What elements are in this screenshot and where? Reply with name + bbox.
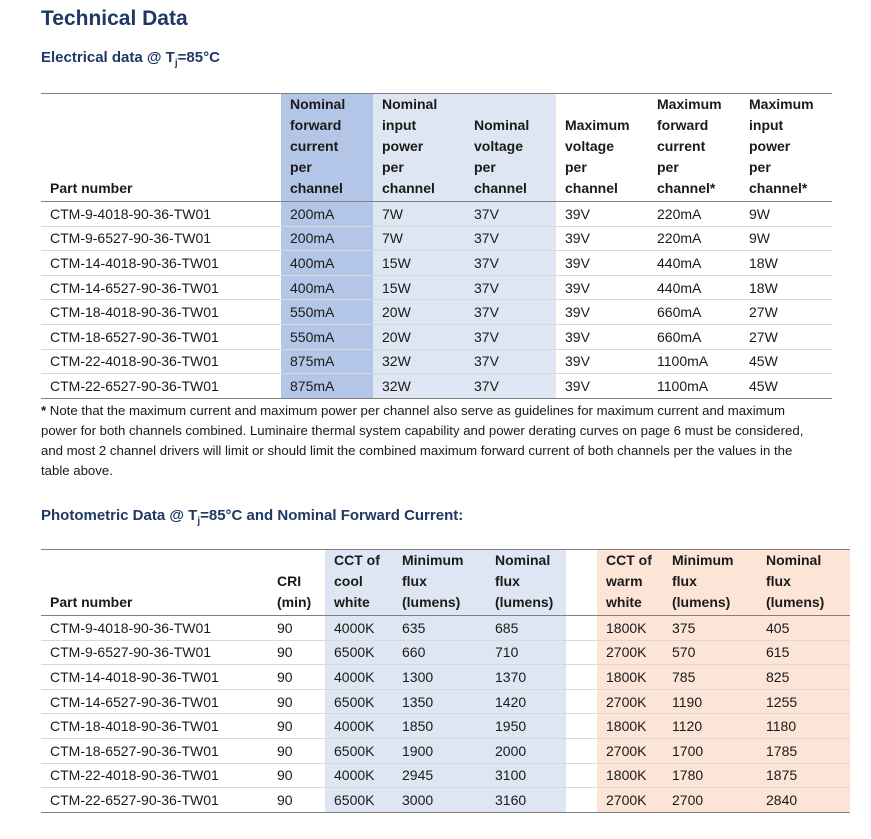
- cell-nominal-forward-current: 875mA: [281, 349, 373, 374]
- cell-nominal-voltage: 37V: [465, 226, 556, 251]
- header-maximum-input-power: Maximum input power per channel*: [740, 94, 832, 202]
- table-row: [41, 275, 832, 300]
- table-header-row: [41, 550, 850, 616]
- cell-nominal-forward-current: 400mA: [281, 275, 373, 300]
- page-title: Technical Data: [41, 7, 188, 30]
- cell-nom-flux-warm: 615: [757, 640, 850, 665]
- cell-nom-flux-cool: 710: [486, 640, 566, 665]
- cell-part-number: CTM-18-4018-90-36-TW01: [41, 300, 281, 325]
- table-row: [41, 300, 832, 325]
- cell-nom-flux-warm: 1180: [757, 714, 850, 739]
- cell-min-flux-warm: 2700: [663, 788, 757, 813]
- cell-nominal-forward-current: 875mA: [281, 374, 373, 399]
- cell-cct-warm: 2700K: [597, 738, 663, 763]
- cell-maximum-forward-current: 440mA: [648, 275, 740, 300]
- cell-maximum-input-power: 27W: [740, 300, 832, 325]
- cell-nominal-forward-current: 550mA: [281, 300, 373, 325]
- cell-min-flux-cool: 1900: [393, 738, 486, 763]
- cell-nominal-forward-current: 400mA: [281, 251, 373, 276]
- header-part-number: Part number: [41, 94, 281, 202]
- cell-maximum-voltage: 39V: [556, 300, 648, 325]
- cell-maximum-input-power: 18W: [740, 251, 832, 276]
- cell-part-number: CTM-9-6527-90-36-TW01: [41, 640, 268, 665]
- cell-nom-flux-cool: 1950: [486, 714, 566, 739]
- header-nom-flux-warm: Nominal flux (lumens): [757, 550, 850, 616]
- cell-cri: 90: [268, 616, 325, 641]
- table-row: [41, 226, 832, 251]
- header-nominal-voltage: Nominal voltage per channel: [465, 94, 556, 202]
- cell-part-number: CTM-9-4018-90-36-TW01: [41, 616, 268, 641]
- cell-cct-cool: 4000K: [325, 714, 393, 739]
- cell-cct-warm: 2700K: [597, 640, 663, 665]
- cell-nominal-voltage: 37V: [465, 349, 556, 374]
- table-row: [41, 640, 850, 665]
- cell-maximum-input-power: 9W: [740, 202, 832, 227]
- cell-part-number: CTM-22-4018-90-36-TW01: [41, 763, 268, 788]
- table-row: [41, 738, 850, 763]
- cell-part-number: CTM-9-6527-90-36-TW01: [41, 226, 281, 251]
- table-row: [41, 714, 850, 739]
- cell-min-flux-warm: 1190: [663, 689, 757, 714]
- cell-gap: [566, 788, 597, 813]
- photometric-heading: Photometric Data @ $T_j=85^\circ C$ and Nominal Forward Current:: [41, 507, 464, 527]
- cell-maximum-input-power: 9W: [740, 226, 832, 251]
- cell-gap: [566, 640, 597, 665]
- cell-maximum-forward-current: 1100mA: [648, 374, 740, 399]
- cell-min-flux-cool: 1850: [393, 714, 486, 739]
- header-min-flux-cool: Minimum flux (lumens): [393, 550, 486, 616]
- header-cct-warm: CCT of warm white: [597, 550, 663, 616]
- cell-cri: 90: [268, 689, 325, 714]
- cell-maximum-voltage: 39V: [556, 275, 648, 300]
- cell-cct-cool: 6500K: [325, 640, 393, 665]
- cell-min-flux-cool: 635: [393, 616, 486, 641]
- table-header-row: [41, 94, 832, 202]
- table-row: [41, 689, 850, 714]
- cell-maximum-forward-current: 440mA: [648, 251, 740, 276]
- cell-cct-warm: 1800K: [597, 763, 663, 788]
- cell-nom-flux-cool: 3160: [486, 788, 566, 813]
- cell-min-flux-warm: 375: [663, 616, 757, 641]
- cell-part-number: CTM-18-6527-90-36-TW01: [41, 324, 281, 349]
- cell-part-number: CTM-14-6527-90-36-TW01: [41, 275, 281, 300]
- header-cct-cool: CCT of cool white: [325, 550, 393, 616]
- table-row: [41, 763, 850, 788]
- cell-nominal-input-power: 15W: [373, 275, 465, 300]
- cell-cct-warm: 1800K: [597, 665, 663, 690]
- cell-cct-cool: 6500K: [325, 738, 393, 763]
- cell-maximum-voltage: 39V: [556, 349, 648, 374]
- cell-min-flux-warm: 1700: [663, 738, 757, 763]
- header-maximum-forward-current: Maximum forward current per channel*: [648, 94, 740, 202]
- cell-cri: 90: [268, 665, 325, 690]
- cell-maximum-forward-current: 220mA: [648, 202, 740, 227]
- table-row: [41, 251, 832, 276]
- cell-cri: 90: [268, 788, 325, 813]
- cell-min-flux-cool: 1350: [393, 689, 486, 714]
- cell-nominal-voltage: 37V: [465, 324, 556, 349]
- cell-maximum-forward-current: 220mA: [648, 226, 740, 251]
- cell-part-number: CTM-18-4018-90-36-TW01: [41, 714, 268, 739]
- cell-cri: 90: [268, 763, 325, 788]
- cell-min-flux-warm: 1120: [663, 714, 757, 739]
- cell-cct-warm: 2700K: [597, 689, 663, 714]
- cell-part-number: CTM-14-6527-90-36-TW01: [41, 689, 268, 714]
- cell-nom-flux-warm: 405: [757, 616, 850, 641]
- cell-maximum-input-power: 45W: [740, 349, 832, 374]
- footnote-text: Note that the maximum current and maximum power per channel also serve as guidelines for maximum current and maximum power for both channels combined. Luminaire thermal system capability and power derating curves on page 6 must be considered, and most 2 channel drivers will limit or should limit the combined maximum forward current of both channels per the values in the table above.: [41, 403, 804, 478]
- footnote: [41, 401, 811, 481]
- cell-maximum-voltage: 39V: [556, 226, 648, 251]
- cell-maximum-voltage: 39V: [556, 324, 648, 349]
- cell-nom-flux-warm: 825: [757, 665, 850, 690]
- cell-nominal-input-power: 15W: [373, 251, 465, 276]
- header-nom-flux-cool: Nominal flux (lumens): [486, 550, 566, 616]
- table-row: [41, 202, 832, 227]
- cell-maximum-input-power: 45W: [740, 374, 832, 399]
- cell-nominal-forward-current: 550mA: [281, 324, 373, 349]
- header-nominal-input-power: Nominal input power per channel: [373, 94, 465, 202]
- cell-maximum-forward-current: 1100mA: [648, 349, 740, 374]
- header-maximum-voltage: Maximum voltage per channel: [556, 94, 648, 202]
- cell-part-number: CTM-22-6527-90-36-TW01: [41, 788, 268, 813]
- cell-nom-flux-cool: 1420: [486, 689, 566, 714]
- cell-min-flux-warm: 570: [663, 640, 757, 665]
- cell-nom-flux-warm: 1255: [757, 689, 850, 714]
- cell-min-flux-cool: 3000: [393, 788, 486, 813]
- cell-gap: [566, 665, 597, 690]
- table-row: [41, 616, 850, 641]
- cell-gap: [566, 616, 597, 641]
- cell-maximum-input-power: 27W: [740, 324, 832, 349]
- cell-nom-flux-warm: 1875: [757, 763, 850, 788]
- cell-nominal-forward-current: 200mA: [281, 202, 373, 227]
- cell-cct-cool: 4000K: [325, 616, 393, 641]
- cell-nominal-voltage: 37V: [465, 202, 556, 227]
- cell-nominal-voltage: 37V: [465, 374, 556, 399]
- cell-nom-flux-cool: 1370: [486, 665, 566, 690]
- cell-nominal-voltage: 37V: [465, 251, 556, 276]
- cell-nom-flux-cool: 685: [486, 616, 566, 641]
- cell-part-number: CTM-18-6527-90-36-TW01: [41, 738, 268, 763]
- cell-nominal-input-power: 32W: [373, 349, 465, 374]
- table-row: [41, 349, 832, 374]
- cell-nominal-input-power: 7W: [373, 226, 465, 251]
- cell-nominal-input-power: 20W: [373, 300, 465, 325]
- cell-min-flux-warm: 785: [663, 665, 757, 690]
- cell-part-number: CTM-9-4018-90-36-TW01: [41, 202, 281, 227]
- cell-cri: 90: [268, 738, 325, 763]
- cell-maximum-voltage: 39V: [556, 202, 648, 227]
- cell-maximum-voltage: 39V: [556, 374, 648, 399]
- cell-nom-flux-cool: 2000: [486, 738, 566, 763]
- cell-maximum-forward-current: 660mA: [648, 300, 740, 325]
- cell-min-flux-cool: 660: [393, 640, 486, 665]
- cell-nominal-input-power: 7W: [373, 202, 465, 227]
- cell-cct-cool: 6500K: [325, 689, 393, 714]
- table-row: [41, 665, 850, 690]
- cell-gap: [566, 763, 597, 788]
- cell-maximum-input-power: 18W: [740, 275, 832, 300]
- cell-part-number: CTM-14-4018-90-36-TW01: [41, 665, 268, 690]
- electrical-heading: Electrical data @ $T_j=85^\circ C$: [41, 49, 220, 69]
- cell-maximum-voltage: 39V: [556, 251, 648, 276]
- cell-cct-cool: 4000K: [325, 665, 393, 690]
- cell-gap: [566, 738, 597, 763]
- cell-cct-warm: 2700K: [597, 788, 663, 813]
- header-part-number: Part number: [41, 550, 268, 616]
- header-min-flux-warm: Minimum flux (lumens): [663, 550, 757, 616]
- header-gap: [566, 550, 597, 616]
- cell-nominal-voltage: 37V: [465, 275, 556, 300]
- cell-nom-flux-warm: 1785: [757, 738, 850, 763]
- cell-cct-cool: 6500K: [325, 788, 393, 813]
- cell-cct-cool: 4000K: [325, 763, 393, 788]
- table-row: [41, 788, 850, 813]
- cell-nom-flux-warm: 2840: [757, 788, 850, 813]
- cell-gap: [566, 714, 597, 739]
- cell-nominal-input-power: 32W: [373, 374, 465, 399]
- cell-cri: 90: [268, 714, 325, 739]
- cell-nominal-forward-current: 200mA: [281, 226, 373, 251]
- cell-min-flux-warm: 1780: [663, 763, 757, 788]
- table-row: [41, 324, 832, 349]
- table-row: [41, 374, 832, 399]
- cell-cct-warm: 1800K: [597, 616, 663, 641]
- cell-part-number: CTM-22-6527-90-36-TW01: [41, 374, 281, 399]
- footnote-star: *: [41, 403, 47, 418]
- cell-min-flux-cool: 2945: [393, 763, 486, 788]
- cell-nominal-input-power: 20W: [373, 324, 465, 349]
- cell-part-number: CTM-14-4018-90-36-TW01: [41, 251, 281, 276]
- header-cri: CRI (min): [268, 550, 325, 616]
- electrical-data-table: [41, 93, 832, 399]
- cell-cct-warm: 1800K: [597, 714, 663, 739]
- photometric-data-table: [41, 549, 850, 813]
- header-nominal-forward-current: Nominal forward current per channel: [281, 94, 373, 202]
- cell-part-number: CTM-22-4018-90-36-TW01: [41, 349, 281, 374]
- cell-nominal-voltage: 37V: [465, 300, 556, 325]
- cell-min-flux-cool: 1300: [393, 665, 486, 690]
- cell-maximum-forward-current: 660mA: [648, 324, 740, 349]
- cell-nom-flux-cool: 3100: [486, 763, 566, 788]
- cell-cri: 90: [268, 640, 325, 665]
- cell-gap: [566, 689, 597, 714]
